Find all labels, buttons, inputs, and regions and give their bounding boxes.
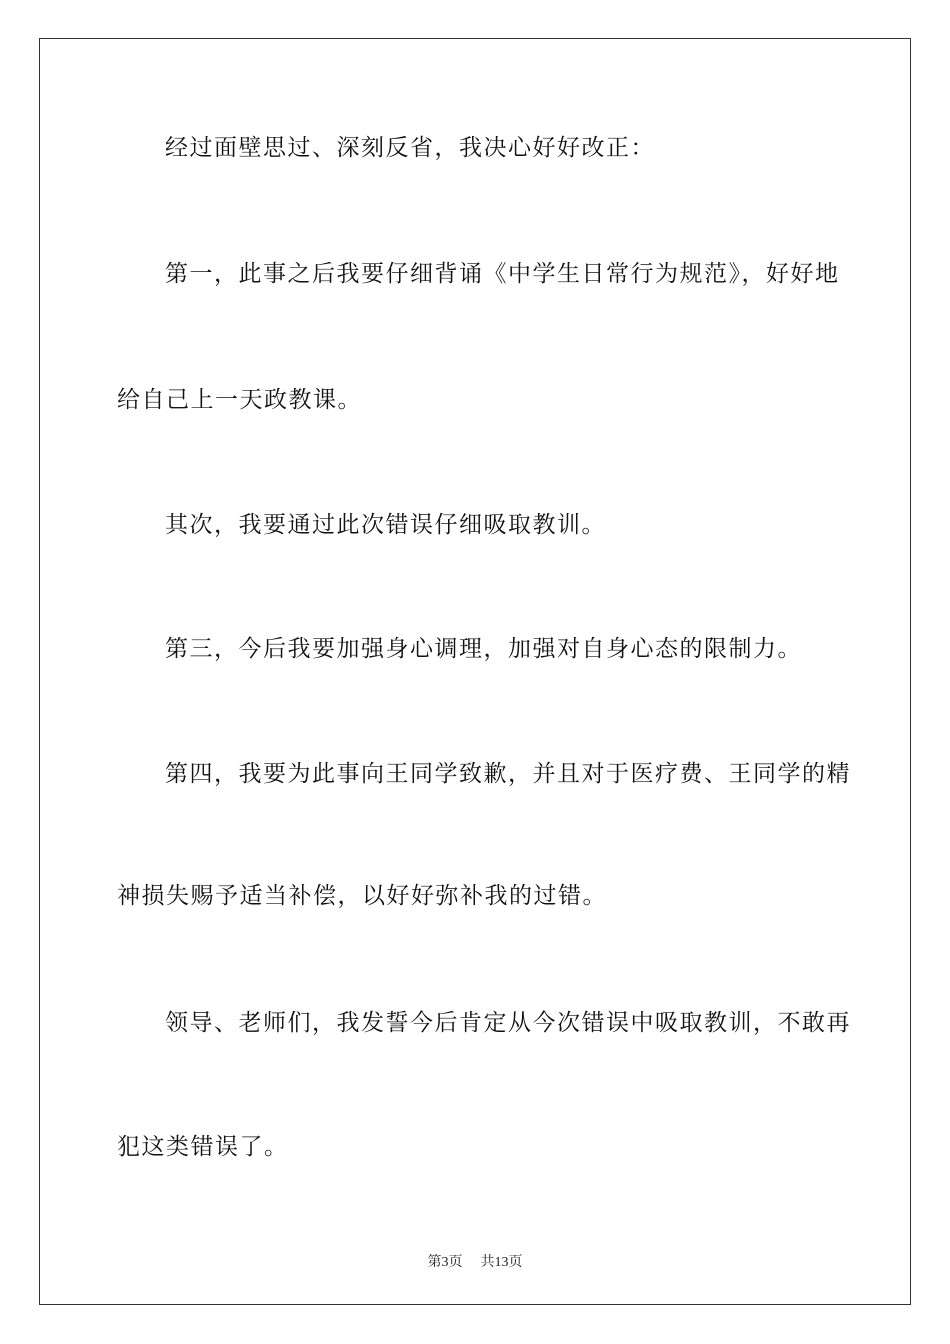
page-border [39,38,911,1305]
page-number: 第3页 [427,1255,463,1270]
paragraph-line: 经过面壁思过、深刻反省，我决心好好改正： [165,135,655,161]
paragraph-line: 第四，我要为此事向王同学致歉，并且对于医疗费、王同学的精 [165,761,851,787]
paragraph-line: 其次，我要通过此次错误仔细吸取教训。 [165,512,606,538]
page-footer [0,1251,950,1271]
paragraph-line: 给自己上一天政教课。 [117,387,362,413]
paragraph-line: 第三，今后我要加强身心调理，加强对自身心态的限制力。 [165,636,802,662]
paragraph-line: 神损失赐予适当补偿，以好好弥补我的过错。 [117,883,607,909]
paragraph-line: 犯这类错误了。 [117,1134,289,1160]
paragraph-line: 领导、老师们，我发誓今后肯定从今次错误中吸取教训，不敢再 [165,1010,851,1036]
total-pages: 共13页 [480,1255,523,1270]
paragraph-line: 第一，此事之后我要仔细背诵《中学生日常行为规范》，好好地 [165,261,840,287]
